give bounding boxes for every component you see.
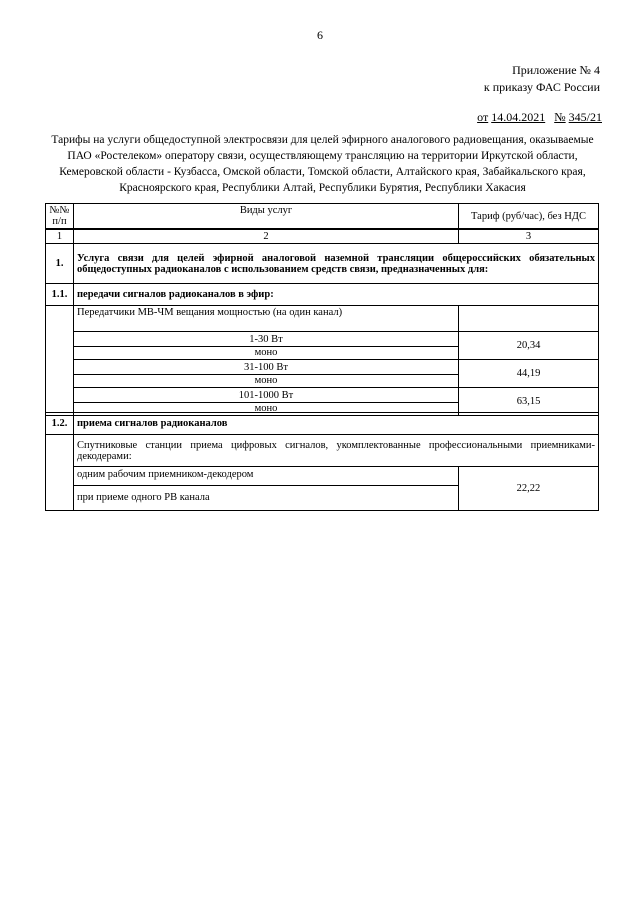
- numbering-1: 1: [46, 229, 74, 244]
- satellite-row: [46, 467, 599, 511]
- satellite-description: [74, 467, 459, 511]
- empty-tariff-cell: [459, 306, 599, 332]
- transmitter-2-power: [74, 360, 459, 388]
- section-1-2-row: [46, 413, 599, 435]
- transmitter-3-mode: моно: [74, 402, 458, 414]
- section-1-2-text: приема сигналов радиоканалов: [74, 413, 599, 435]
- order-prefix: от: [477, 110, 489, 124]
- tariff-table: [45, 203, 599, 416]
- transmitter-1-power-label: 1-30 Вт: [249, 334, 283, 345]
- table-header-row: [46, 204, 599, 230]
- tariff-table-part-2: [45, 412, 599, 511]
- transmitter-2-power-label: 31-100 Вт: [244, 362, 288, 373]
- header-number: №№ п/п: [46, 204, 74, 230]
- satellite-label: Спутниковые станции приема цифровых сигналов, укомплектованные профессиональными приемниками-декодерами:: [74, 435, 599, 467]
- satellite-line-2: при приеме одного РВ канала: [77, 492, 210, 503]
- transmitters-label-row: [46, 306, 599, 332]
- page-number: 6: [317, 28, 323, 42]
- document-title: Тарифы на услуги общедоступной электросвязи для целей эфирного аналогового радиовещания, оказываемые ПАО «Ростелеком» оператору связи, осуществляющему трансляцию на территории Иркутской области, Кемеровской области - Кузбасса, Омской области, Томской области, Алтайского края, Забайкальского края, Красноярского края, Республики Алтай, Республики Бурятия, Республики Хакасия: [51, 134, 594, 194]
- section-1-1-text: передачи сигналов радиоканалов в эфир:: [74, 284, 599, 306]
- order-number-prefix: №: [554, 110, 566, 124]
- header-services: Виды услуг: [74, 204, 459, 230]
- empty-number-cell-2: [46, 435, 74, 511]
- transmitter-row-2: [46, 360, 599, 388]
- transmitter-row-1: [46, 332, 599, 360]
- satellite-label-row: [46, 435, 599, 467]
- transmitters-label: Передатчики МВ-ЧМ вещания мощностью (на один канал): [74, 306, 459, 332]
- order-date: 14.04.2021: [491, 110, 546, 124]
- section-1-text: Услуга связи для целей эфирной аналоговой наземной трансляции общероссийских обязательных общедоступных радиоканалов с использованием средств связи, предназначенных для:: [74, 244, 599, 284]
- section-1-1-number: 1.1.: [46, 284, 74, 306]
- transmitter-3-power-label: 101-1000 Вт: [238, 390, 294, 401]
- empty-number-cell: [46, 306, 74, 416]
- satellite-tariff: 22,22: [458, 467, 598, 511]
- transmitter-3-tariff: 63,15: [459, 388, 599, 416]
- satellite-line-1: одним рабочим приемником-декодером: [74, 467, 458, 486]
- transmitter-1-mode: моно: [74, 346, 458, 358]
- section-1-1-row: [46, 284, 599, 306]
- appendix-header: [420, 62, 600, 96]
- appendix-line-1: Приложение № 4: [512, 63, 600, 77]
- transmitter-2-tariff: 44,19: [459, 360, 599, 388]
- order-reference: [477, 110, 602, 125]
- order-number: 345/21: [568, 110, 602, 124]
- transmitter-1-tariff: 20,34: [459, 332, 599, 360]
- section-1-row: [46, 244, 599, 284]
- section-1-number: 1.: [46, 244, 74, 284]
- table-numbering-row: [46, 229, 599, 244]
- transmitter-2-mode: моно: [74, 374, 458, 386]
- numbering-3: 3: [459, 229, 599, 244]
- header-tariff: Тариф (руб/час), без НДС: [459, 204, 599, 230]
- numbering-2: 2: [74, 229, 459, 244]
- appendix-line-2: к приказу ФАС России: [483, 80, 600, 94]
- transmitter-1-power: [74, 332, 459, 360]
- section-1-2-number: 1.2.: [46, 413, 74, 435]
